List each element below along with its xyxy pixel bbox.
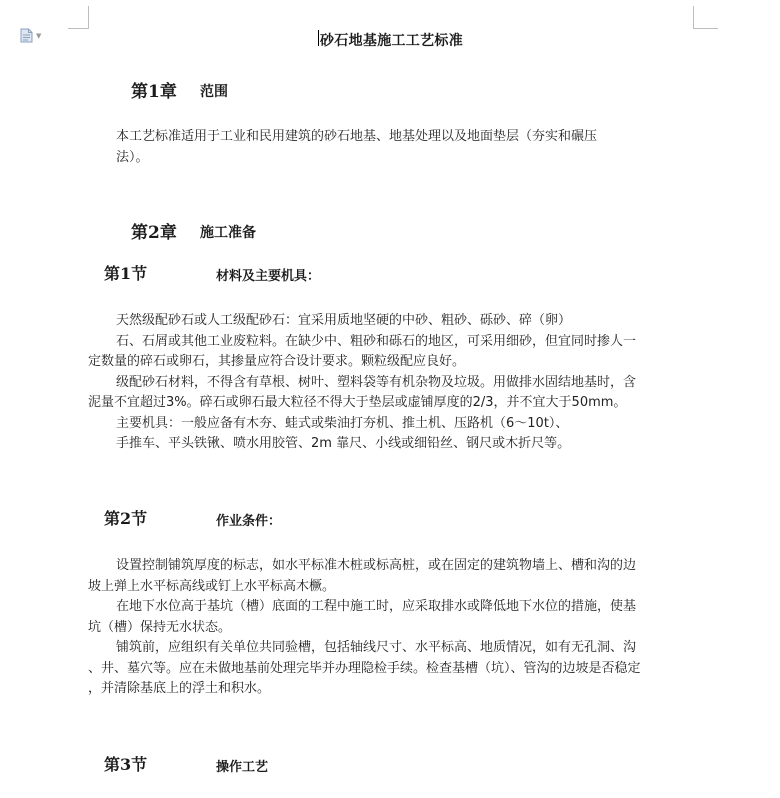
page-margin-corner-top-left xyxy=(68,6,89,29)
paragraph-line: 在地下水位高于基坑（槽）底面的工程中施工时，应采取排水或降低地下水位的措施，使基 xyxy=(116,599,637,614)
paragraph-line: 坡上弹上水平标高线或钉上水平标高木橛。 xyxy=(88,578,336,594)
section-3-title: 操作工艺 xyxy=(216,760,269,775)
section-2-body xyxy=(88,556,641,700)
chapter-2-title: 施工准备 xyxy=(200,225,256,241)
page-margin-corner-top-right xyxy=(693,6,718,29)
paragraph-line: 设置控制铺筑厚度的标志，如水平标准木桩或标高桩，或在固定的建筑物墙上、槽和沟的边 xyxy=(116,558,637,573)
paragraph-line: 手推车、平头铁锹、喷水用胶管、2m 靠尺、小线或细铅丝、钢尺或木折尺等。 xyxy=(116,436,571,451)
paragraph-line: 天然级配砂石或人工级配砂石：宜采用质地坚硬的中砂、粗砂、砾砂、碎（卵） xyxy=(116,313,572,328)
paragraph-line: 铺筑前，应组织有关单位共同验槽，包括轴线尺寸、水平标高、地质情况，如有无孔洞、沟 xyxy=(116,640,637,655)
chapter-1-title: 范围 xyxy=(200,84,228,100)
paragraph-line: 石、石屑或其他工业废粒料。在缺少中、粗砂和砾石的地区，可采用细砂，但宜同时掺人一 xyxy=(116,333,637,349)
chevron-down-icon: ▼ xyxy=(36,31,42,40)
document-page-icon xyxy=(20,28,33,43)
chapter-2-number: 第2章 xyxy=(131,223,177,243)
paragraph-line: 、井、墓穴等。应在未做地基前处理完毕并办理隐检手续。检查基槽（坑）、管沟的边坡是否稳定 xyxy=(88,660,641,676)
paragraph-line: ，并清除基底上的浮土和积水。 xyxy=(88,681,271,696)
section-3-number: 第3节 xyxy=(104,755,148,774)
text-cursor xyxy=(318,30,319,46)
paragraph-line: 泥量不宜超过3%。碎石或卵石最大粒径不得大于垫层或虚铺厚度的2/3，并不宜大于50mm。 xyxy=(88,395,627,410)
paragraph-line: 主要机具：一般应备有木夯、蛙式或柴油打夯机、推土机、压路机（6～10t）、 xyxy=(116,415,569,431)
chapter-1-body xyxy=(116,127,597,168)
section-1-body xyxy=(88,311,636,455)
section-2-number: 第2节 xyxy=(104,509,148,528)
section-2-title: 作业条件： xyxy=(216,514,282,529)
paragraph-line: 法）。 xyxy=(116,149,149,165)
section-1-title: 材料及主要机具： xyxy=(216,269,321,284)
paragraph-line: 坑（槽）保持无水状态。 xyxy=(88,619,232,635)
paragraph-line: 定数量的碎石或卵石，其掺量应符合设计要求。颗粒级配应良好。 xyxy=(88,354,466,369)
paragraph-line: 级配砂石材料，不得含有草根、树叶、塑料袋等有机杂物及垃圾。用做排水固结地基时，含 xyxy=(116,374,637,390)
document-title: 砂石地基施工工艺标准 xyxy=(320,33,463,49)
chapter-1-number: 第1章 xyxy=(131,82,177,102)
document-menu-button[interactable] xyxy=(20,28,41,43)
section-1-number: 第1节 xyxy=(104,264,148,283)
paragraph-line: 本工艺标准适用于工业和民用建筑的砂石地基、地基处理以及地面垫层（夯实和碾压 xyxy=(116,129,598,144)
